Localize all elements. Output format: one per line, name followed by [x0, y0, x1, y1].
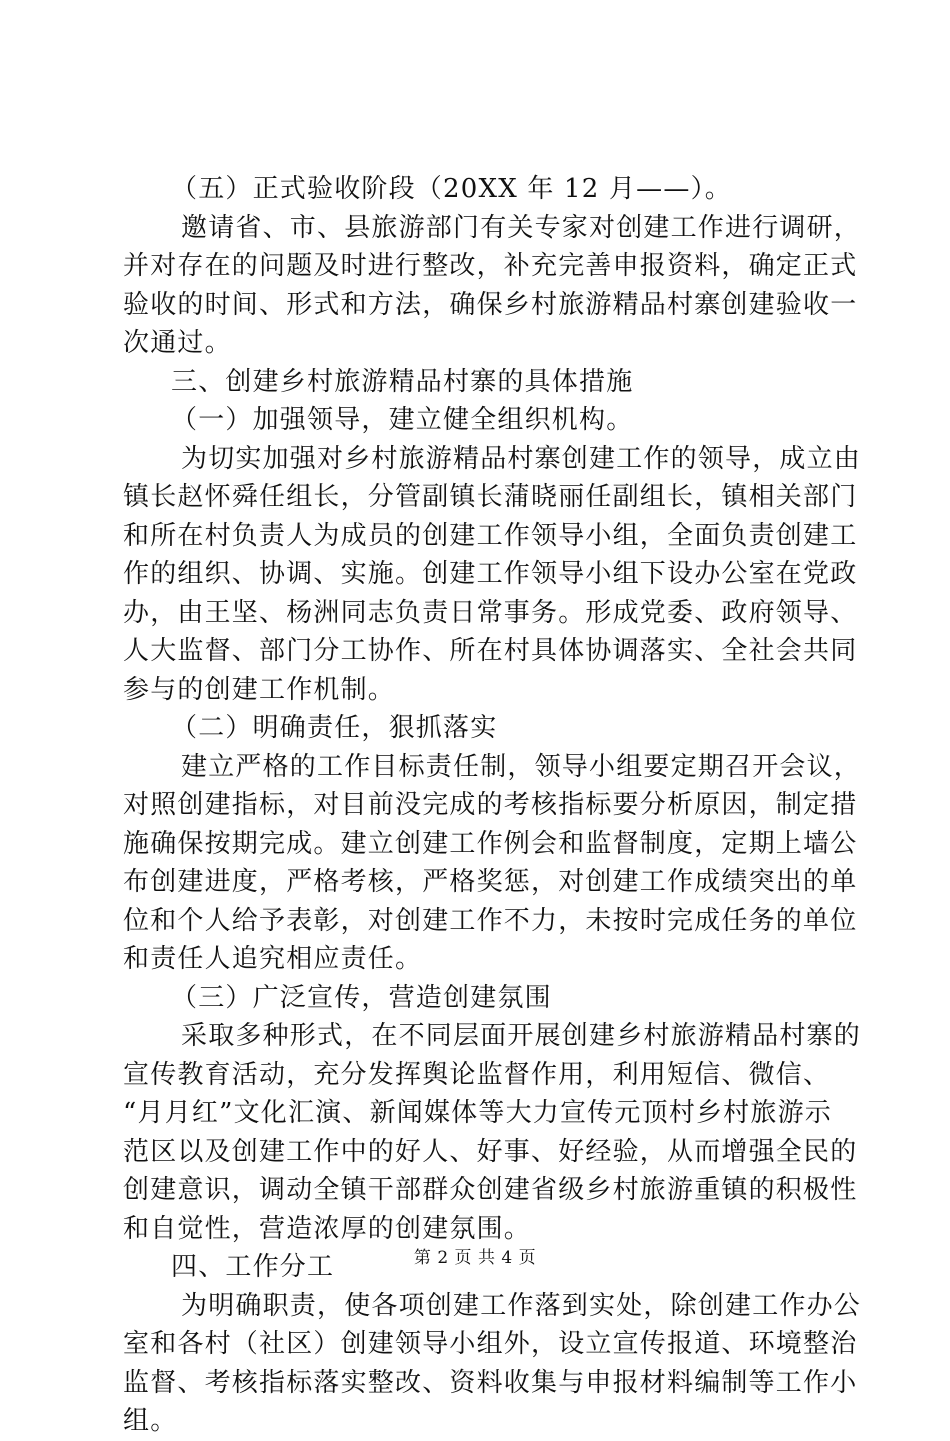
paragraph-line: 和所在村负责人为成员的创建工作领导小组，全面负责创建工 — [123, 520, 858, 551]
page-number-footer: 第 2 页 共 4 页 — [413, 1248, 537, 1268]
paragraph-line: 验收的时间、形式和方法，确保乡村旅游精品村寨创建验收一 — [123, 289, 858, 320]
paragraph-line: 办，由王坚、杨洲同志负责日常事务。形成党委、政府领导、 — [123, 597, 858, 628]
paragraph-line: 对照创建指标，对目前没完成的考核指标要分析原因，制定措 — [123, 790, 858, 820]
paragraph-line: 镇长赵怀舜任组长，分管副镇长蒲晓丽任副组长，镇相关部门 — [123, 482, 858, 512]
paragraph-line: 作的组织、协调、实施。创建工作领导小组下设办公室在党政 — [123, 559, 858, 589]
paragraph-line: 和自觉性，营造浓厚的创建氛围。 — [123, 1213, 532, 1244]
paragraph-line: 采取多种形式，在不同层面开展创建乡村旅游精品村寨的 — [181, 1021, 862, 1051]
paragraph-line: 和责任人追究相应责任。 — [123, 944, 423, 974]
paragraph-line: 施确保按期完成。建立创建工作例会和监督制度，定期上墙公 — [123, 828, 858, 859]
paragraph-line: 人大监督、部门分工协作、所在村具体协调落实、全社会共同 — [123, 636, 858, 666]
paragraph-line: 室和各村（社区）创建领导小组外，设立宣传报道、环境整治 — [123, 1329, 858, 1359]
section-heading-3: 三、创建乡村旅游精品村寨的具体措施 — [171, 366, 634, 397]
paragraph-line: 范区以及创建工作中的好人、好事、好经验，从而增强全民的 — [123, 1136, 858, 1167]
section-heading-4: 四、工作分工 — [171, 1252, 335, 1282]
section-heading-5: （五）正式验收阶段（20XX 年 12 月——）。 — [171, 174, 732, 204]
subsection-heading-3: （三）广泛宣传，营造创建氛围 — [171, 982, 552, 1013]
paragraph-line: 为明确职责，使各项创建工作落到实处，除创建工作办公 — [181, 1290, 862, 1321]
paragraph-line: 邀请省、市、县旅游部门有关专家对创建工作进行调研， — [181, 212, 862, 243]
paragraph-line: 并对存在的问题及时进行整改，补充完善申报资料，确定正式 — [123, 251, 858, 281]
paragraph-line: 组。 — [123, 1406, 178, 1436]
paragraph-line: 创建意识，调动全镇干部群众创建省级乡村旅游重镇的积极性 — [123, 1175, 858, 1205]
paragraph-line: 次通过。 — [123, 328, 232, 358]
paragraph-line: 宣传教育活动，充分发挥舆论监督作用，利用短信、微信、 — [123, 1059, 831, 1090]
paragraph-line: 位和个人给予表彰，对创建工作不力，未按时完成任务的单位 — [123, 905, 858, 936]
paragraph-line: 建立严格的工作目标责任制，领导小组要定期召开会议， — [181, 751, 862, 782]
subsection-heading-1: （一）加强领导，建立健全组织机构。 — [171, 405, 634, 435]
paragraph-line: 布创建进度，严格考核，严格奖惩，对创建工作成绩突出的单 — [123, 867, 858, 897]
paragraph-line: 监督、考核指标落实整改、资料收集与申报材料编制等工作小 — [123, 1367, 858, 1398]
paragraph-line: 为切实加强对乡村旅游精品村寨创建工作的领导，成立由 — [181, 443, 862, 474]
subsection-heading-2: （二）明确责任，狠抓落实 — [171, 713, 498, 743]
paragraph-line: 参与的创建工作机制。 — [123, 674, 396, 705]
paragraph-line: “月月红”文化汇演、新闻媒体等大力宣传元顶村乡村旅游示 — [123, 1098, 832, 1128]
